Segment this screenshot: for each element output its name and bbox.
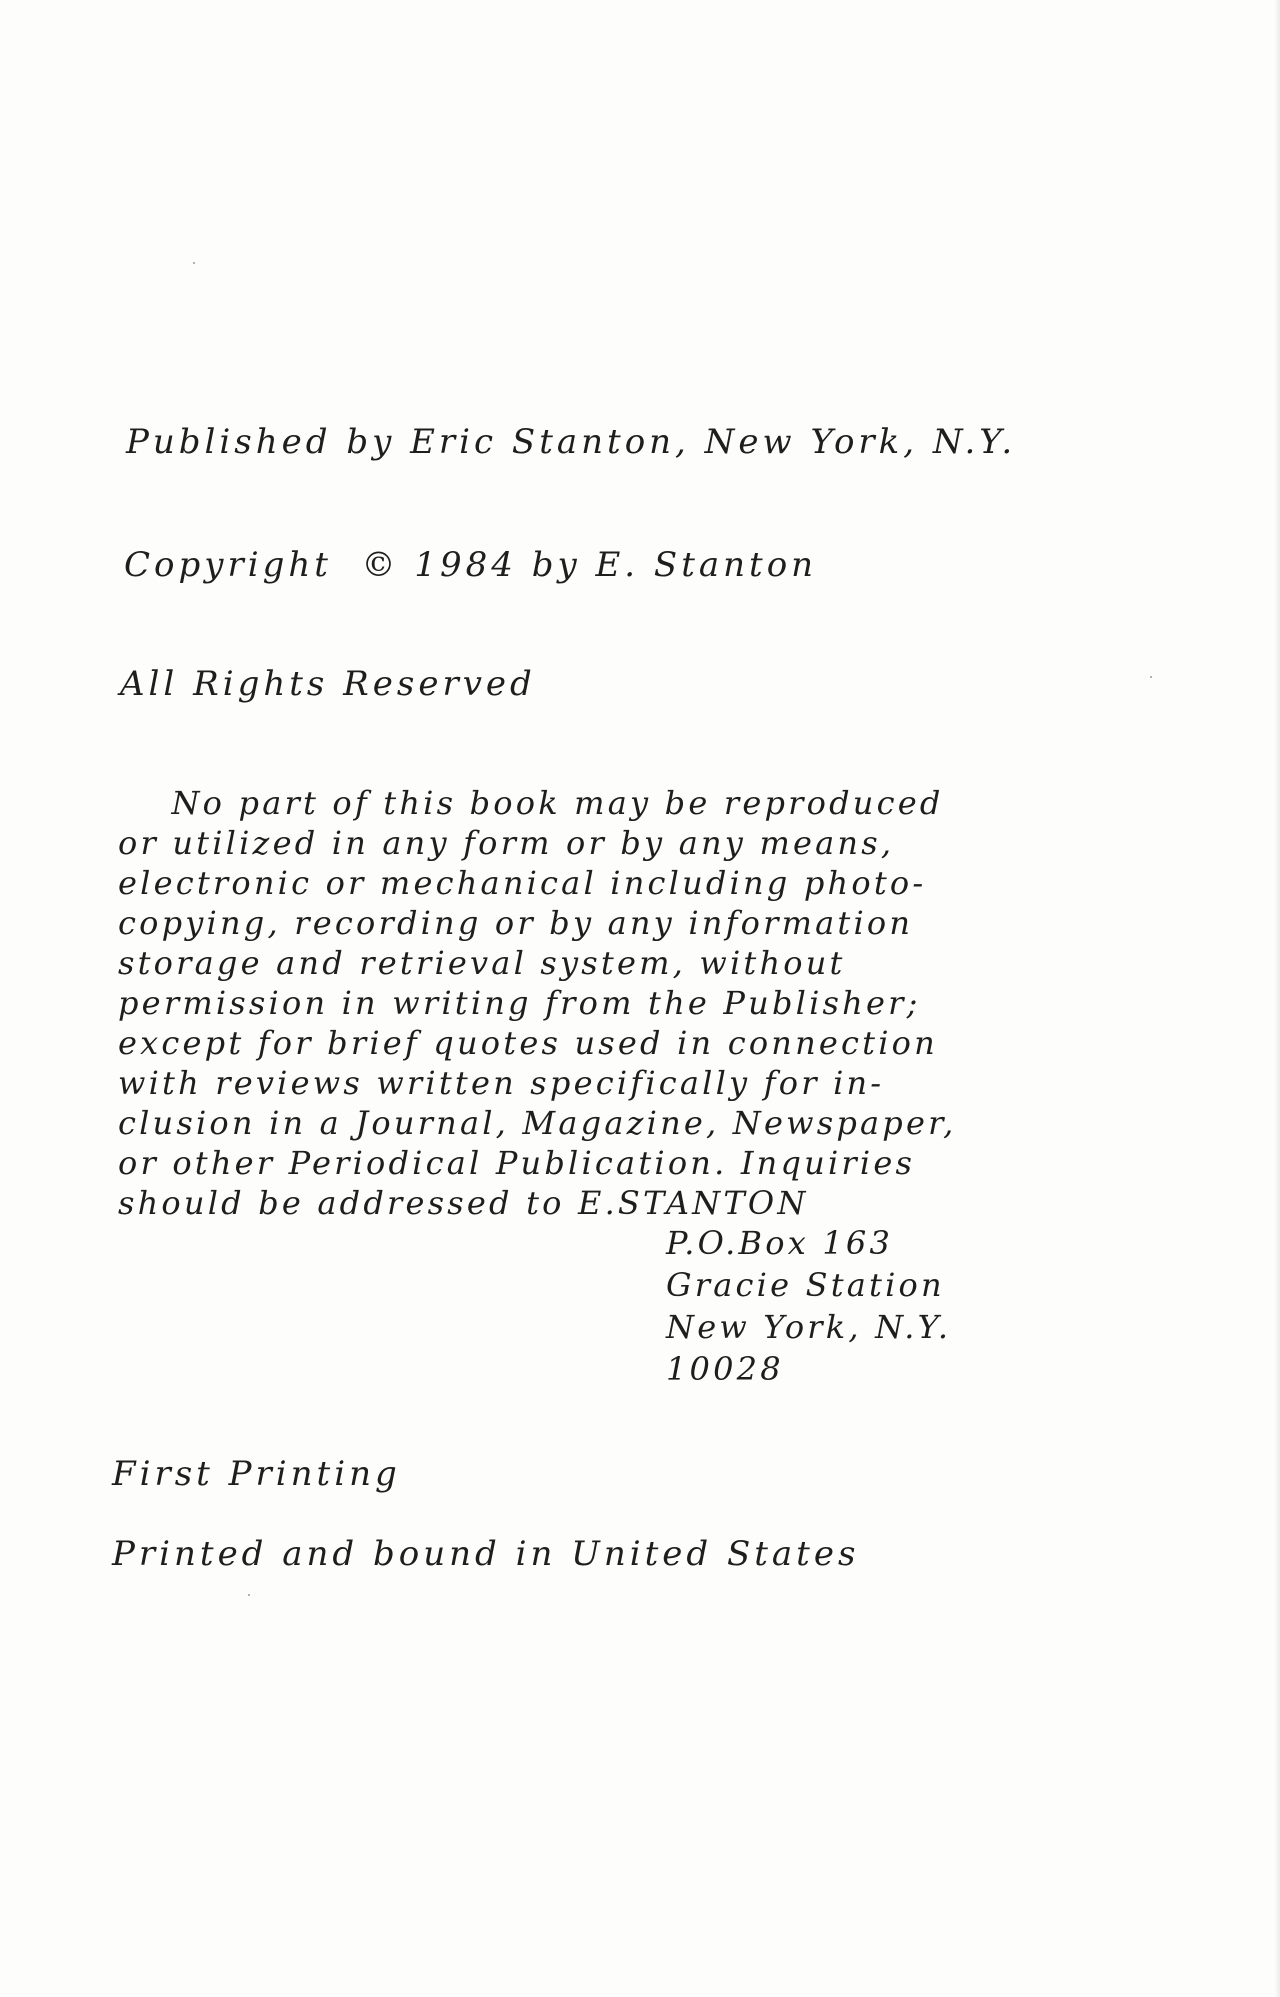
notice-line: or utilized in any form or by any means, [118, 824, 895, 862]
printed-line: Printed and bound in United States [112, 1534, 860, 1574]
page-edge-shadow [1274, 0, 1280, 1997]
publisher-line: Published by Eric Stanton, New York, N.Y. [126, 422, 1017, 462]
notice-line: clusion in a Journal, Magazine, Newspaper, [118, 1104, 957, 1142]
rights-line: All Rights Reserved [120, 664, 536, 704]
paper-speck [193, 262, 195, 264]
notice-line: copying, recording or by any information [118, 904, 914, 942]
copyright-line [124, 545, 817, 585]
printing-line: First Printing [112, 1454, 401, 1494]
address-line: P.O.Box 163 [666, 1224, 894, 1262]
paper-speck [1150, 676, 1152, 678]
copyright-holder: by E. Stanton [531, 545, 818, 585]
address-line: Gracie Station [666, 1266, 945, 1304]
paper-speck [248, 1594, 250, 1596]
notice-line: with reviews written specifically for in- [118, 1064, 885, 1102]
copyright-year: 1984 [414, 545, 517, 585]
notice-line: permission in writing from the Publisher; [118, 984, 921, 1022]
notice-line: or other Periodical Publication. Inquiries [118, 1144, 916, 1182]
copyright-label: Copyright [124, 545, 332, 585]
notice-line: except for brief quotes used in connection [118, 1024, 938, 1062]
notice-line: should be addressed to E.STANTON [118, 1184, 809, 1222]
notice-line: storage and retrieval system, without [118, 944, 846, 982]
notice-line: electronic or mechanical including photo- [118, 864, 927, 902]
notice-line: No part of this book may be reproduced [118, 784, 944, 822]
address-line: 10028 [666, 1350, 784, 1388]
copyright-symbol: © [361, 545, 400, 585]
address-line: New York, N.Y. [666, 1308, 952, 1346]
